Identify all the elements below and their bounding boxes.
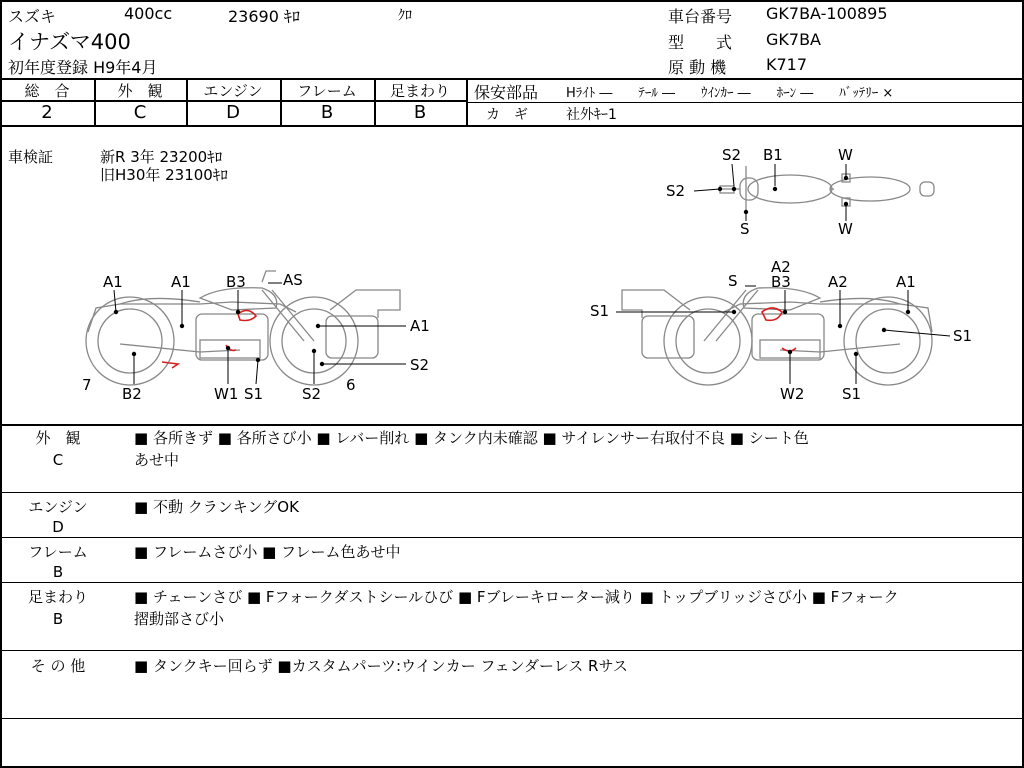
diagram-label: S1: [953, 327, 973, 345]
note-text: 摺動部さび小: [134, 610, 225, 628]
grade-overall-value: 2: [41, 102, 53, 123]
diagram-label: 7: [82, 376, 92, 394]
note-grade: C: [52, 451, 64, 469]
note-grade: D: [52, 518, 64, 536]
grade-exterior-value: C: [133, 102, 147, 123]
divider: [0, 718, 1024, 719]
divider: [0, 650, 1024, 651]
color: ｸﾛ: [398, 8, 412, 24]
engine-code: K717: [766, 55, 808, 74]
diagram-label: A1: [896, 273, 916, 291]
divider: [0, 537, 1024, 538]
diagram-label: W: [838, 220, 853, 238]
note-text: ■ チェーンさび ■ Fフォークダストシールひび ■ Fブレーキローター減り ■ トップブリッジさび小 ■ Fフォーク: [134, 588, 899, 606]
inspection-new: 新R 3年 23200ｷﾛ: [100, 148, 223, 166]
divider: [468, 102, 1024, 103]
diagram-label: W: [838, 146, 853, 164]
diagram-label: S2: [722, 146, 742, 164]
note-text: ■ 各所きず ■ 各所さび小 ■ レバー削れ ■ タンク内未確認 ■ サイレンサー右取付不良 ■ シート色: [134, 429, 809, 447]
diagram-label: W2: [780, 385, 805, 403]
key-label: カ ギ: [486, 107, 528, 123]
diagram-label: B1: [763, 146, 783, 164]
note-text: ■ フレームさび小 ■ フレーム色あせ中: [134, 543, 401, 561]
bike-top-view: [718, 166, 934, 212]
grade-frame-label: フレーム: [297, 82, 357, 100]
key-value: 社外ｷｰ1: [566, 107, 617, 123]
bike-right-view: [622, 288, 932, 385]
first-registration: 初年度登録 H9年4月: [8, 58, 158, 77]
divider: [466, 78, 468, 126]
diagram-label: S1: [244, 385, 264, 403]
diagram-label: A1: [410, 317, 430, 335]
diagram-label: A1: [171, 273, 191, 291]
safety-parts-items: Hﾗｲﾄ ― ﾃｰﾙ ― ｳｲﾝｶｰ ― ﾎｰﾝ ― ﾊﾞｯﾃﾘｰ ×: [566, 86, 894, 101]
note-category: エンジン: [28, 498, 88, 516]
note-text: ■ 不動 クランキングOK: [134, 498, 299, 516]
inspection-old: 旧H30年 23100ｷﾛ: [100, 166, 228, 184]
safety-parts-label: 保安部品: [474, 83, 539, 102]
frame-number-label: 車台番号: [668, 7, 733, 26]
note-category: フレーム: [28, 543, 88, 561]
model-name: イナズマ400: [8, 30, 131, 54]
note-category: 足まわり: [27, 588, 88, 606]
diagram-label: A2: [771, 258, 791, 276]
note-text: あせ中: [134, 451, 180, 469]
displacement: 400cc: [124, 4, 173, 23]
engine-label: 原 動 機: [668, 58, 727, 77]
diagram-label: 6: [346, 376, 356, 394]
note-category: そ の 他: [30, 657, 86, 675]
inspection-label: 車検証: [8, 148, 54, 166]
divider: [0, 492, 1024, 493]
frame-number: GK7BA-100895: [766, 4, 888, 23]
diagram-label: B3: [226, 273, 246, 291]
diagram-label: A1: [103, 273, 123, 291]
diagram-label: S1: [842, 385, 862, 403]
maker: スズキ: [8, 7, 57, 26]
note-category: 外 観: [35, 429, 81, 447]
diagram-label: S1: [590, 302, 610, 320]
model-code: GK7BA: [766, 30, 821, 49]
grade-frame-value: B: [320, 102, 334, 123]
diagram-label: W1: [214, 385, 239, 403]
diagram-label: AS: [283, 271, 303, 289]
diagram-label: S2: [410, 356, 430, 374]
diagram-label: S: [740, 220, 750, 238]
grade-overall-label: 総 合: [24, 82, 70, 100]
grade-engine-value: D: [226, 102, 240, 123]
diagram-label: S2: [302, 385, 322, 403]
divider: [0, 582, 1024, 583]
motorcycle-diagram: [0, 126, 1024, 426]
divider: [0, 424, 1024, 426]
note-grade: B: [52, 563, 64, 581]
note-grade: B: [52, 610, 64, 628]
diagram-label: S: [728, 272, 738, 290]
grade-exterior-label: 外 観: [117, 82, 163, 100]
note-text: ■ タンクキー回らず ■カスタムパーツ:ウインカー フェンダーレス Rサス: [134, 657, 628, 675]
model-code-label: 型 式: [668, 33, 733, 52]
diagram-label: B3: [771, 273, 791, 291]
diagram-label: S2: [666, 182, 686, 200]
grade-suspension-label: 足まわり: [389, 82, 450, 100]
mileage: 23690 ｷﾛ: [228, 7, 300, 26]
diagram-label: A2: [828, 273, 848, 291]
diagram-label: B2: [122, 385, 142, 403]
grade-engine-label: エンジン: [203, 82, 263, 100]
grade-suspension-value: B: [413, 102, 427, 123]
